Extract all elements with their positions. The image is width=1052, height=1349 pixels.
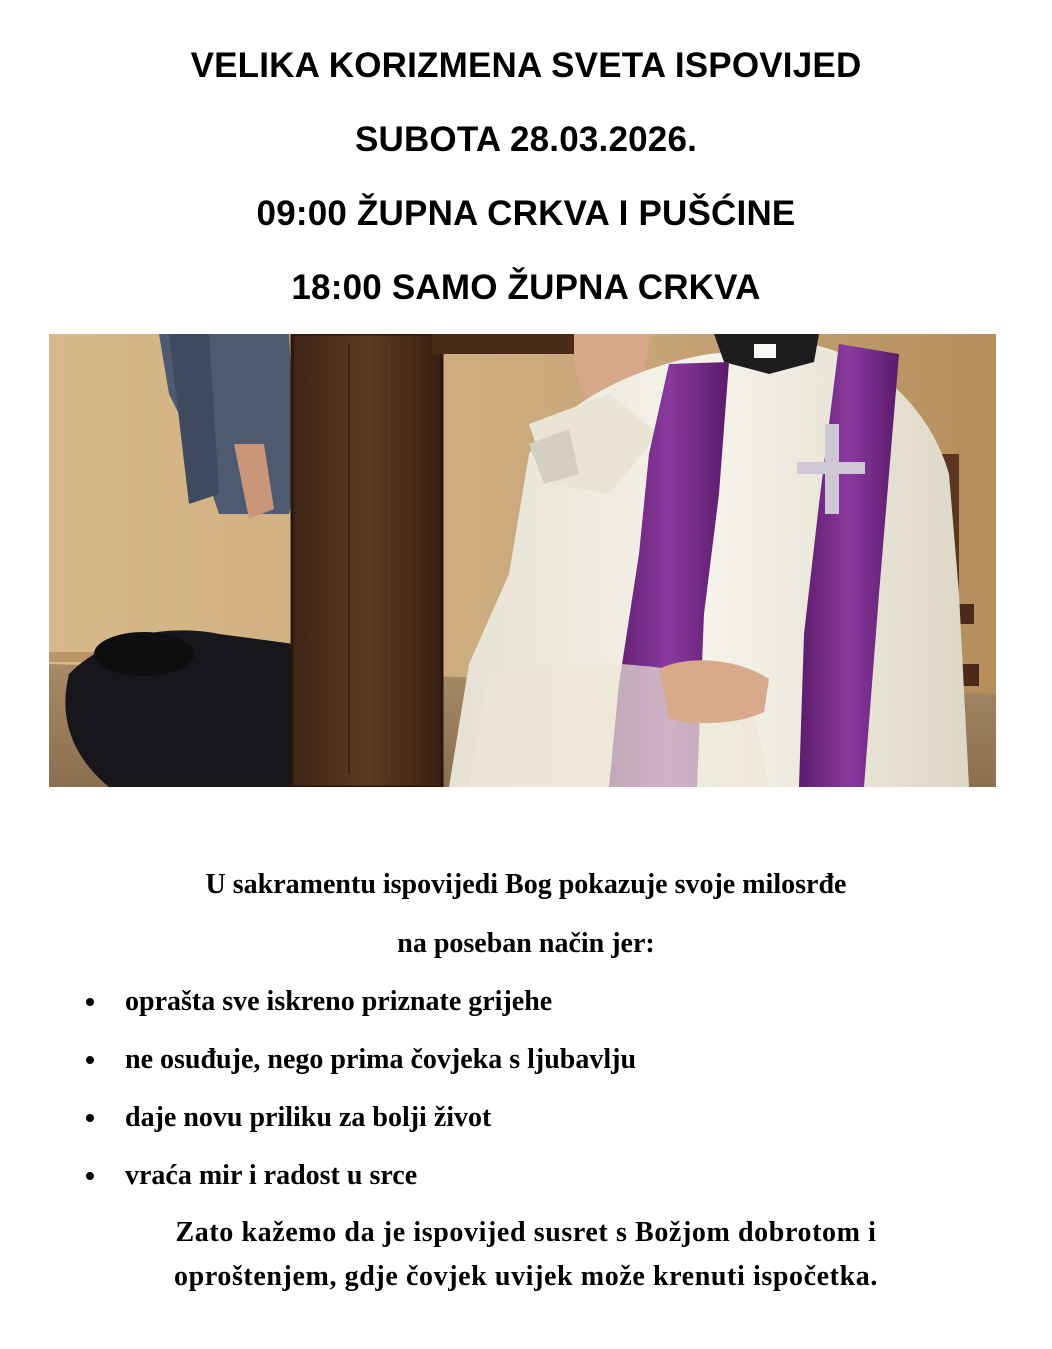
bullet-text: ne osuđuje, nego prima čovjeka s ljubavlju <box>125 1044 637 1075</box>
bullet-icon <box>86 998 94 1006</box>
schedule-evening: 18:00 SAMO ŽUPNA CRKVA <box>291 268 761 307</box>
page-title: VELIKA KORIZMENA SVETA ISPOVIJED <box>190 46 862 85</box>
closing-line-1: Zato kažemo da je ispovijed susret s Božjom dobrotom i <box>175 1217 877 1248</box>
list-item <box>0 985 1052 1043</box>
closing-line-2: oproštenjem, gdje čovjek uvijek može krenuti ispočetka. <box>174 1261 878 1292</box>
bullet-text: oprašta sve iskreno priznate grijehe <box>125 986 553 1017</box>
intro-line-1: U sakramentu ispovijedi Bog pokazuje svoje milosrđe <box>205 869 847 900</box>
bullet-text: vraća mir i radost u srce <box>125 1160 418 1191</box>
event-date: SUBOTA 28.03.2026. <box>354 120 698 159</box>
bullet-icon <box>86 1172 94 1180</box>
bullet-icon <box>86 1114 94 1122</box>
confession-photo <box>49 334 996 787</box>
intro-line-2: na poseban način jer: <box>397 928 655 959</box>
list-item <box>0 1043 1052 1101</box>
bullet-list <box>0 985 1052 1217</box>
bullet-text: daje novu priliku za bolji život <box>125 1102 492 1133</box>
list-item <box>0 1101 1052 1159</box>
bullet-icon <box>86 1056 94 1064</box>
list-item <box>0 1159 1052 1217</box>
schedule-morning: 09:00 ŽUPNA CRKVA I PUŠĆINE <box>256 194 796 233</box>
